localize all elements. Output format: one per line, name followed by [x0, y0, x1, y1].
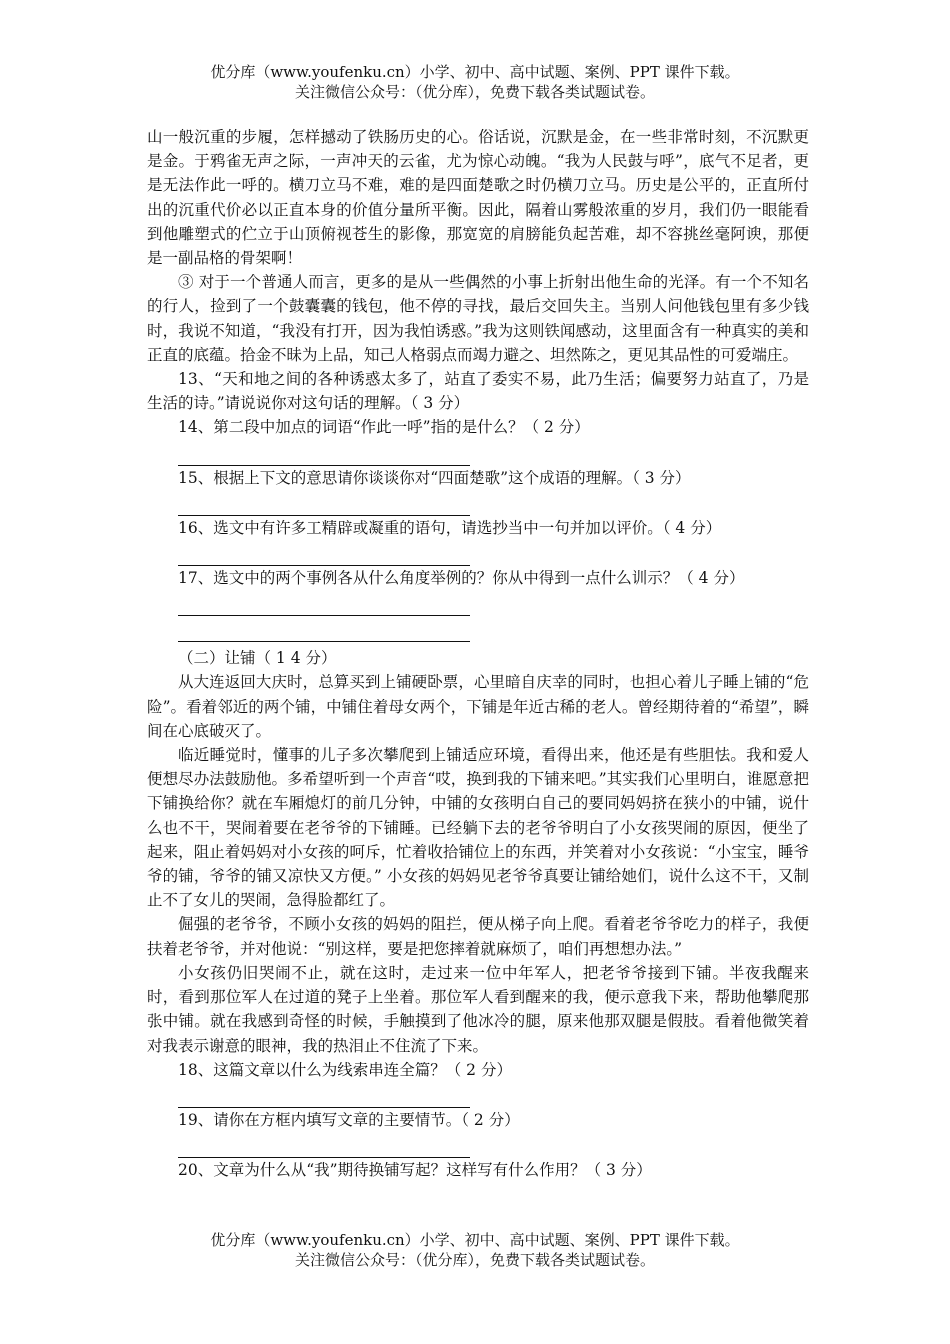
- header-line-1: 优分库（www.youfenku.cn）小学、初中、高中试题、案例、PPT 课件下载。: [210, 63, 740, 81]
- question-15: 15、根据上下文的意思请你谈谈你对“四面楚歌”这个成语的理解。（ 3 分）: [178, 468, 691, 487]
- passage-paragraph-continued: 山一般沉重的步履，怎样撼动了铁肠历史的心。俗话说，沉默是金，在一些非常时刻，不沉默更是金。于鸦雀无声之际，一声冲天的云雀，尤为惊心动魄。“我为人民鼓与呼”，底气不足者，更是无法作此一呼的。横刀立马不难，难的是四面楚歌之时仍横刀立马。历史是公平的，正直所付出的沉重代价必以正直本身的价值分量所平衡。因此，隔着山雾般浓重的岁月，我们仍一眼能看到他雕塑式的伫立于山顶俯视苍生的影像，那宽宽的肩膀能负起苦难，却不容挑丝毫阿谀，那便是一副品格的骨架啊！: [147, 128, 809, 268]
- question-14: 14、第二段中加点的词语“作此一呼”指的是什么？（ 2 分）: [178, 418, 590, 437]
- answer-line-15[interactable]: [178, 490, 470, 516]
- answer-line-16[interactable]: [178, 540, 470, 566]
- story-paragraph-4: 小女孩仍旧哭闹不止，就在这时，走过来一位中年军人，把老爷爷接到下铺。半夜我醒来时，看到那位军人在过道的凳子上坐着。那位军人看到醒来的我，便示意我下来，帮助他攀爬那张中铺。就在我感到奇怪的时候，手触摸到了他冰冷的腿，原来他那双腿是假肢。看着他微笑着对我表示谢意的眼神，我的热泪止不住流了下来。: [147, 963, 809, 1055]
- question-16: 16、选文中有许多工精辟或凝重的语句，请选抄当中一句并加以评价。（ 4 分）: [178, 518, 722, 537]
- story-paragraph-3: 倔强的老爷爷，不顾小女孩的妈妈的阻拦，便从梯子向上爬。看着老爷爷吃力的样子，我便扶着老爷爷，并对他说：“别这样，要是把您摔着就麻烦了，咱们再想想办法。”: [147, 915, 809, 958]
- header-line-2: 关注微信公众号：（优分库），免费下载各类试题试卷。: [294, 83, 655, 101]
- section-2-title: （二）让铺（ 1 4 分）: [178, 649, 337, 668]
- answer-line-14[interactable]: [178, 440, 470, 466]
- answer-line-18[interactable]: [178, 1082, 470, 1108]
- answer-line-17a[interactable]: [178, 590, 470, 616]
- answer-line-19[interactable]: [178, 1132, 470, 1158]
- page-footer: [0, 1230, 950, 1270]
- footer-line-2: 关注微信公众号：（优分库），免费下载各类试题试卷。: [294, 1251, 655, 1269]
- footer-line-1: 优分库（www.youfenku.cn）小学、初中、高中试题、案例、PPT 课件下载。: [210, 1231, 740, 1249]
- story-paragraph-2: 临近睡觉时，懂事的儿子多次攀爬到上铺适应环境，看得出来，他还是有些胆怯。我和爱人便想尽办法鼓励他。多希望听到一个声音“哎，换到我的下铺来吧。”其实我们心里明白，谁愿意把下铺换给你？就在车厢熄灯的前几分钟，中铺的女孩明白自己的要同妈妈挤在狭小的中铺，说什么也不干，哭闹着要在老爷爷的下铺睡。已经躺下去的老爷爷明白了小女孩哭闹的原因，便坐了起来，阻止着妈妈对小女孩的呵斥，忙着收拾铺位上的东西，并笑着对小女孩说：“小宝宝，睡爷爷的铺，爷爷的铺又凉快又方便。” 小女孩的妈妈见老爷爷真要让铺给她们，说什么这不干，又制止不了女儿的哭闹，急得脸都红了。: [147, 746, 809, 910]
- story-paragraph-1: 从大连返回大庆时，总算买到上铺硬卧票，心里暗自庆幸的同时，也担心着儿子睡上铺的“危险”。看着邻近的两个铺，中铺住着母女两个，下铺是年近古稀的老人。曾经期待着的“希望”，瞬间在心底破灭了。: [147, 673, 809, 740]
- question-18: 18、这篇文章以什么为线索串连全篇？（ 2 分）: [178, 1060, 512, 1079]
- answer-line-17b[interactable]: [178, 616, 470, 642]
- question-20: 20、文章为什么从“我”期待换铺写起？这样写有什么作用？（ 3 分）: [178, 1161, 652, 1180]
- page-header: [0, 62, 950, 102]
- document-body: [147, 125, 809, 1182]
- question-19: 19、请你在方框内填写文章的主要情节。（ 2 分）: [178, 1110, 520, 1129]
- question-13: 13、“天和地之间的各种诱惑太多了，站直了委实不易，此乃生活；偏要努力站直了，乃是生活的诗。”请说说你对这句话的理解。（ 3 分）: [147, 370, 809, 413]
- passage-paragraph-3: ③ 对于一个普通人而言，更多的是从一些偶然的小事上折射出他生命的光泽。有一个不知名的行人，捡到了一个鼓囊囊的钱包，他不停的寻找，最后交回失主。当别人问他钱包里有多少钱时，我说不知道，“我没有打开，因为我怕诱惑。”我为这则铁闻感动，这里面含有一种真实的美和正直的底蕴。拾金不昧为上品，知己人格弱点而竭力避之、坦然陈之，更见其品性的可爱端庄。: [147, 273, 809, 364]
- question-17: 17、选文中的两个事例各从什么角度举例的？你从中得到一点什么训示？（ 4 分）: [178, 569, 745, 588]
